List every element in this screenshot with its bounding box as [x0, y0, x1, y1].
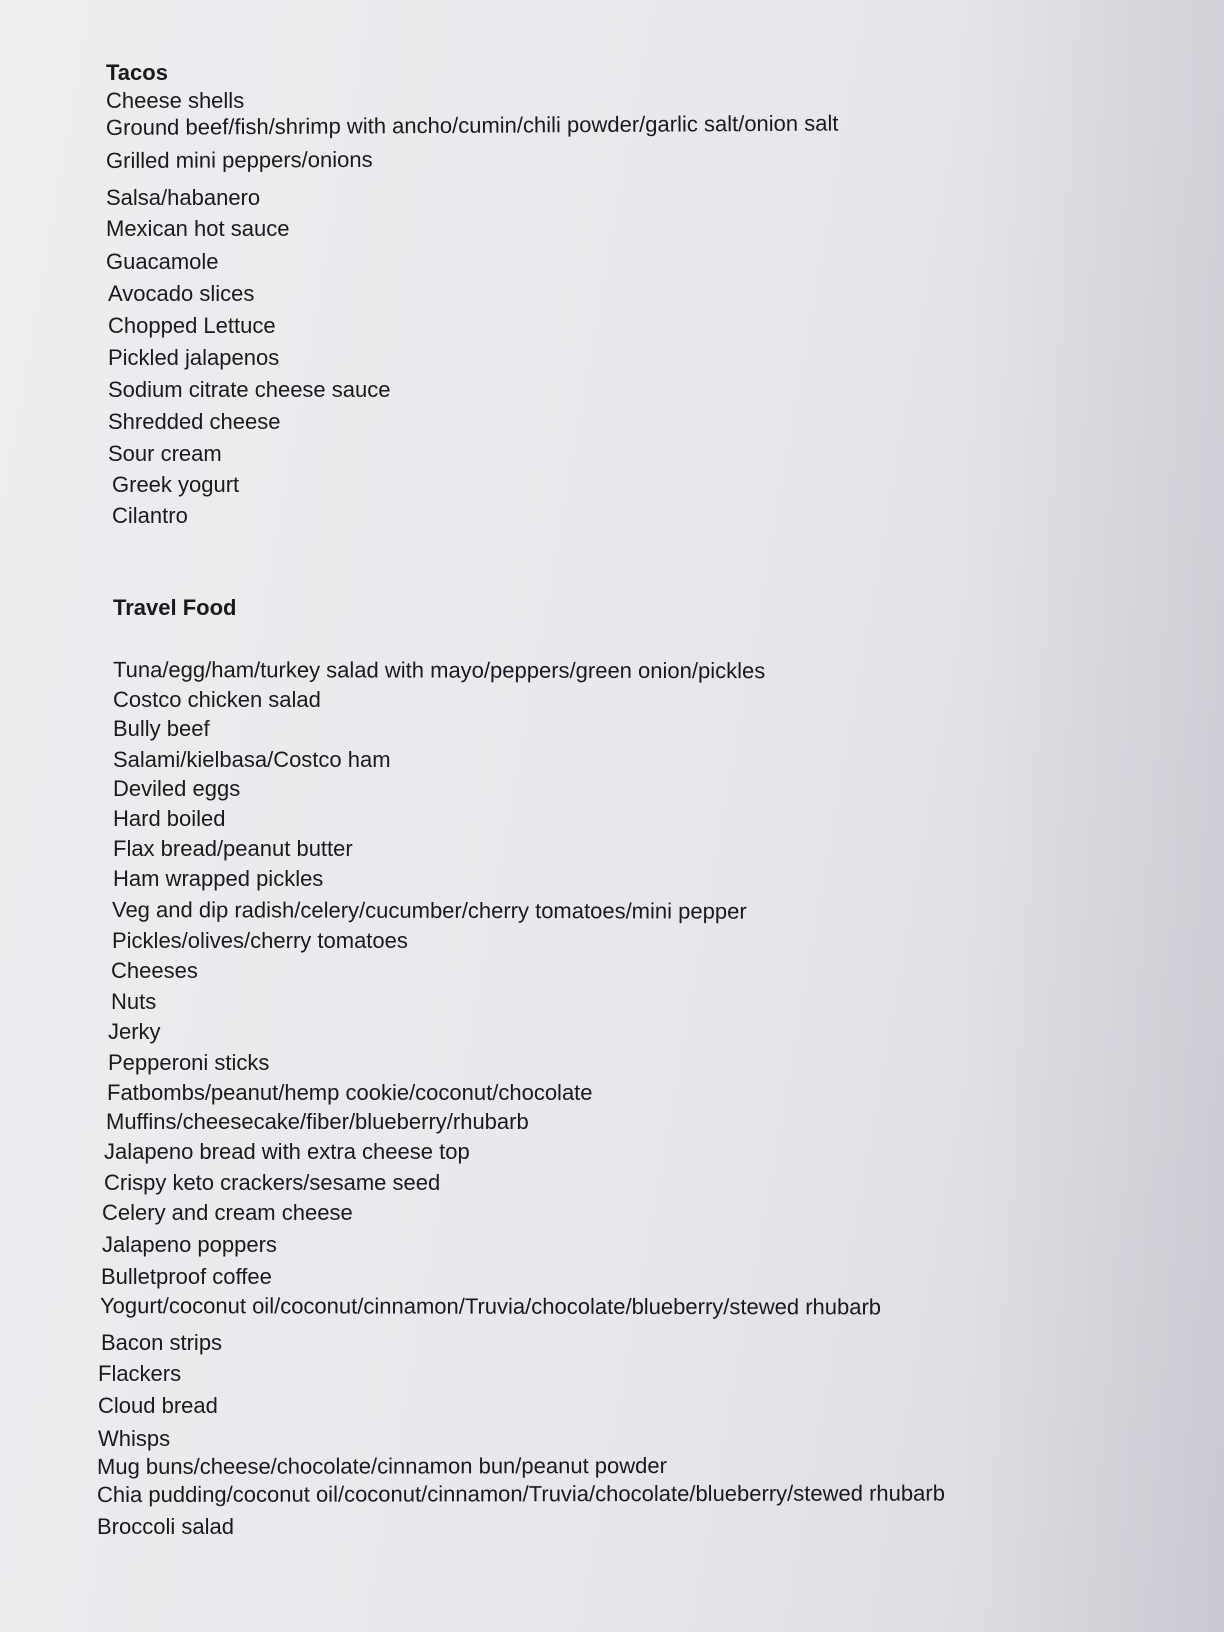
travel-food-list-item: Bacon strips: [101, 1330, 223, 1355]
travel-food-list-item: Bulletproof coffee: [101, 1264, 272, 1289]
travel-food-list-item: Chia pudding/coconut oil/coconut/cinnamon/Truvia/chocolate/blueberry/stewed rhubarb: [96, 1480, 945, 1507]
travel-food-list-item: Hard boiled: [113, 806, 226, 831]
travel-food-list-item: Jalapeno bread with extra cheese top: [104, 1139, 470, 1164]
tacos-list-item: Mexican hot sauce: [106, 216, 290, 241]
travel-food-list-item: Cloud bread: [98, 1393, 218, 1418]
travel-food-list-item: Nuts: [111, 989, 157, 1014]
travel-food-list-item: Muffins/cheesecake/fiber/blueberry/rhubarb: [106, 1109, 529, 1134]
tacos-list-item: Sour cream: [108, 441, 222, 466]
tacos-list-item: Salsa/habanero: [106, 185, 261, 210]
travel-food-list-item: Veg and dip radish/celery/cucumber/cherry tomatoes/mini pepper: [111, 897, 747, 924]
tacos-list-item: Ground beef/fish/shrimp with ancho/cumin/chili powder/garlic salt/onion salt: [105, 110, 839, 140]
travel-food-list-item: Fatbombs/peanut/hemp cookie/coconut/chocolate: [107, 1080, 593, 1105]
tacos-list-item: Grilled mini peppers/onions: [105, 146, 373, 173]
tacos-list-item: Chopped Lettuce: [108, 313, 276, 338]
travel-food-list-item: Tuna/egg/ham/turkey salad with mayo/peppers/green onion/pickles: [112, 657, 766, 684]
travel-food-list-item: Crispy keto crackers/sesame seed: [104, 1170, 441, 1195]
travel-food-list-item: Ham wrapped pickles: [113, 866, 324, 891]
travel-food-list-item: Broccoli salad: [97, 1514, 234, 1539]
tacos-list-item: Sodium citrate cheese sauce: [108, 377, 391, 402]
travel-food-list-item: Pepperoni sticks: [108, 1050, 270, 1075]
travel-food-list-item: Celery and cream cheese: [102, 1200, 353, 1225]
tacos-list-item: Pickled jalapenos: [108, 345, 280, 370]
tacos-list-item: Cilantro: [112, 503, 188, 528]
travel-food-list-item: Yogurt/coconut oil/coconut/cinnamon/Truvia/chocolate/blueberry/stewed rhubarb: [99, 1293, 882, 1320]
travel-food-list-item: Cheeses: [111, 958, 198, 983]
travel-food-list-item: Costco chicken salad: [113, 687, 321, 712]
travel-food-list-item: Whisps: [98, 1426, 171, 1451]
travel-food-list-item: Flackers: [98, 1361, 182, 1386]
travel-food-list-item: Salami/kielbasa/Costco ham: [113, 747, 391, 772]
tacos-heading: Tacos: [106, 60, 168, 85]
tacos-list-item: Shredded cheese: [108, 409, 281, 434]
travel-food-list-item: Flax bread/peanut butter: [113, 836, 353, 861]
travel-food-list-item: Mug buns/cheese/chocolate/cinnamon bun/peanut powder: [96, 1453, 667, 1479]
travel-food-list-item: Pickles/olives/cherry tomatoes: [112, 928, 408, 953]
travel-food-list-item: Bully beef: [113, 716, 210, 741]
travel-food-list-item: Jerky: [108, 1019, 161, 1044]
tacos-list-item: Guacamole: [106, 249, 219, 274]
travel-food-list-item: Deviled eggs: [113, 776, 241, 801]
travel-food-heading: Travel Food: [113, 595, 237, 620]
tacos-list-item: Avocado slices: [108, 281, 255, 306]
tacos-list-item: Cheese shells: [106, 88, 245, 113]
tacos-list-item: Greek yogurt: [112, 472, 240, 497]
travel-food-list-item: Jalapeno poppers: [102, 1232, 277, 1257]
